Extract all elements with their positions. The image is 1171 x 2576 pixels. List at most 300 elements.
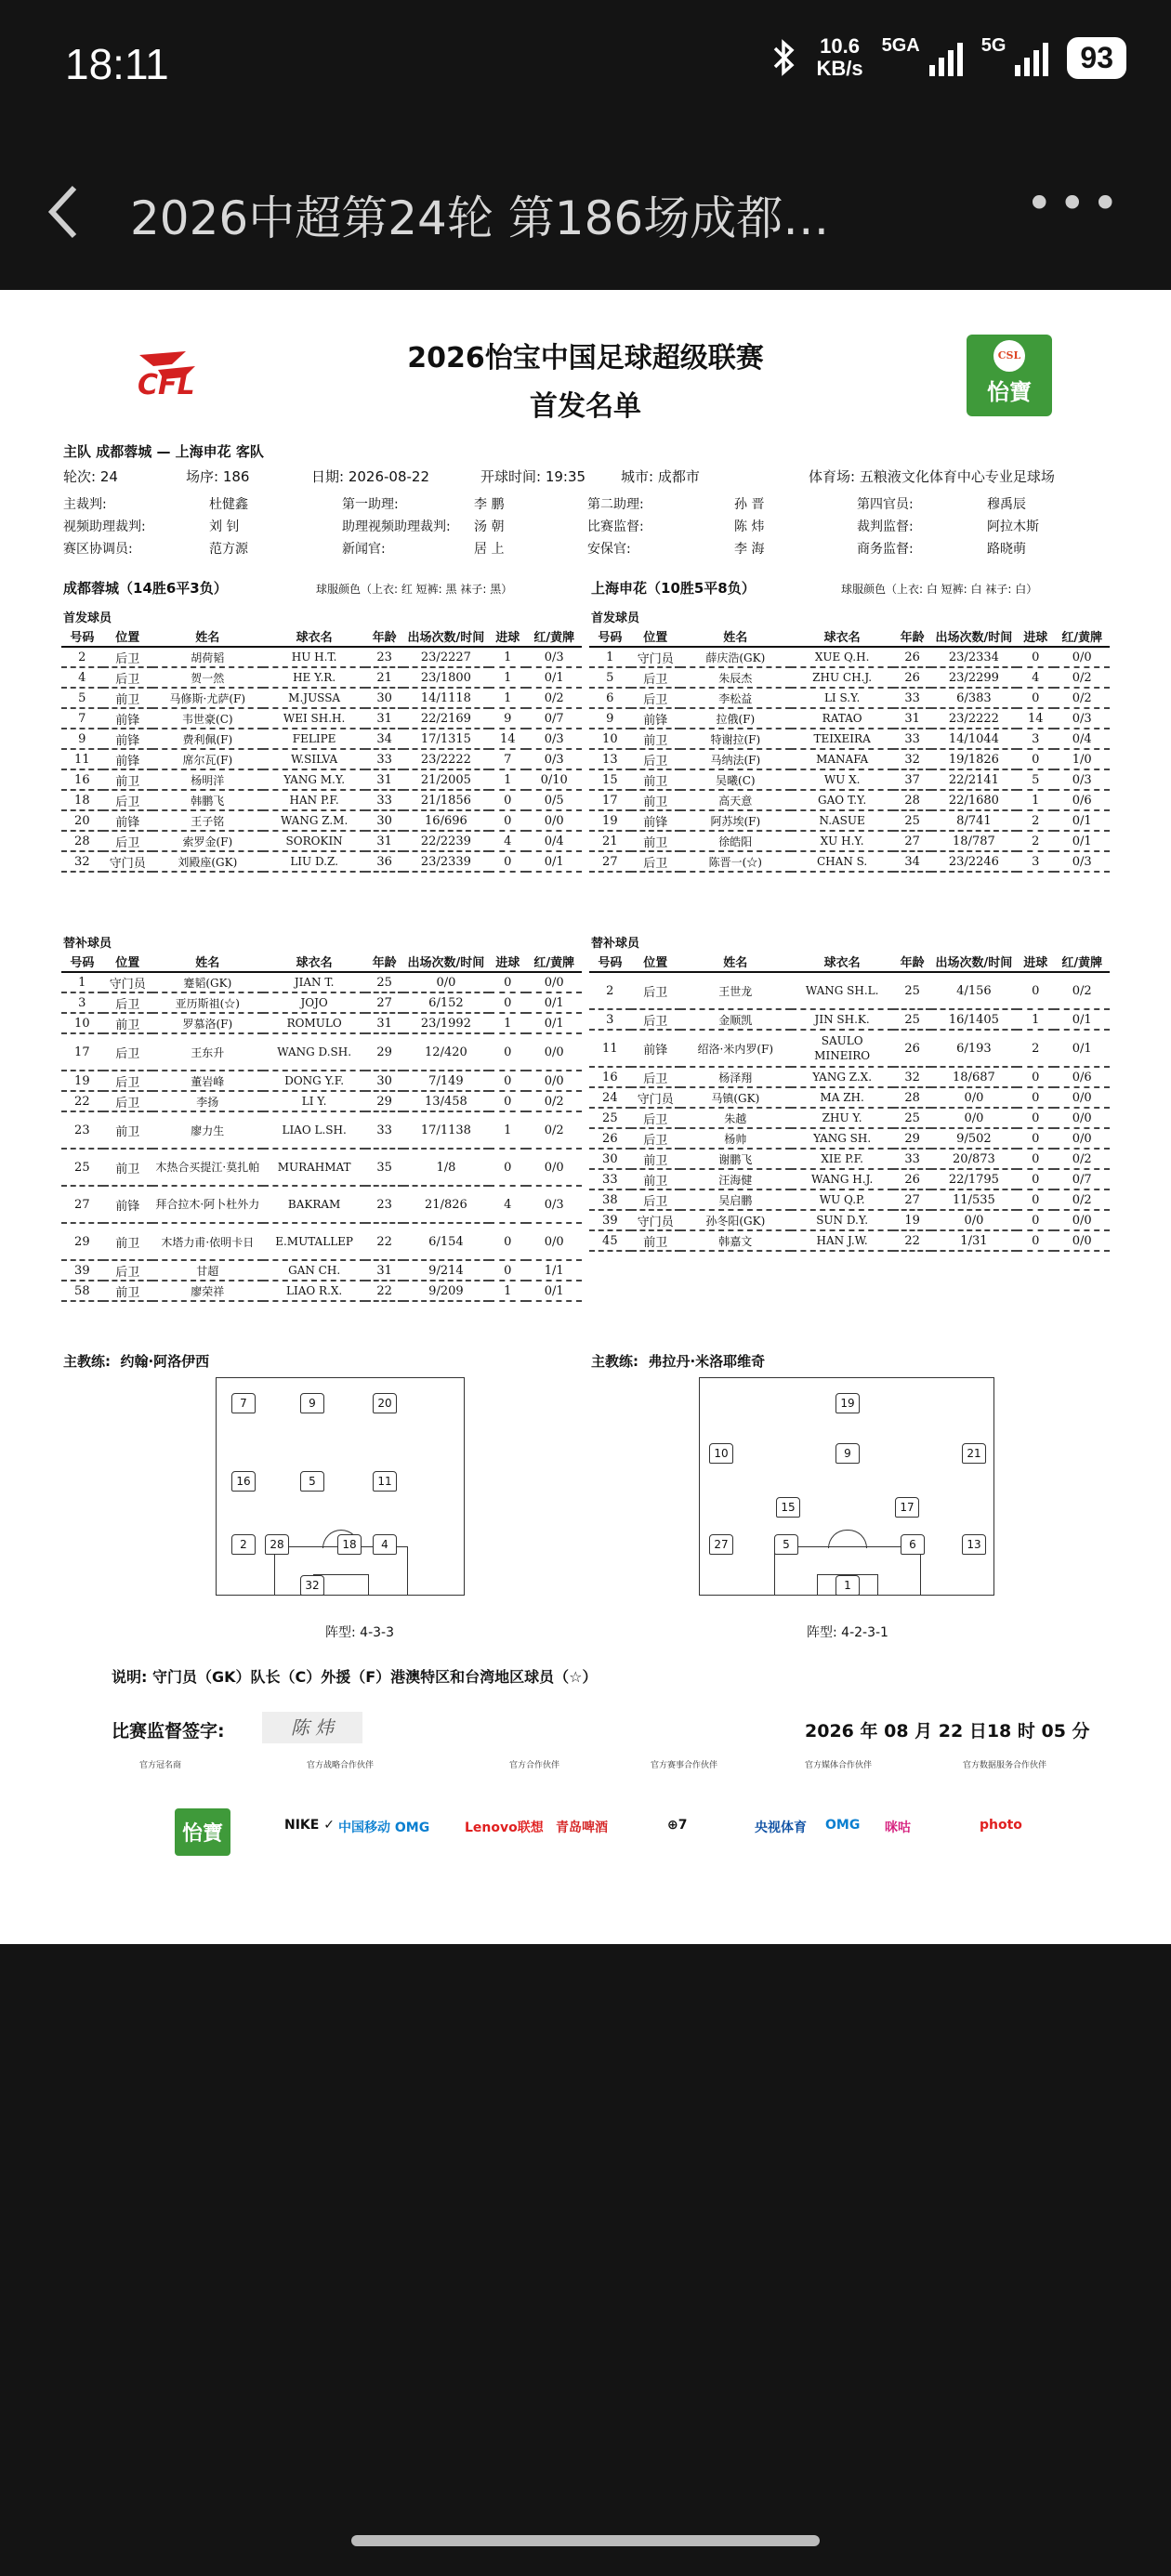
table-cell: 26: [893, 1030, 930, 1067]
column-header: 红/黄牌: [1054, 626, 1110, 647]
column-header: 进球: [489, 952, 526, 972]
official-role: 新闻官:: [342, 542, 386, 557]
table-cell: 39: [61, 1260, 103, 1281]
table-cell: 朱越: [680, 1108, 791, 1128]
player-jersey-icon: 1: [835, 1575, 860, 1596]
table-row: [61, 1260, 582, 1281]
player-jersey-icon: 13: [962, 1534, 986, 1555]
table-cell: 3: [61, 992, 103, 1013]
home-kit: 球服颜色（上衣: 红 短裤: 黑 袜子: 黑）: [316, 583, 513, 596]
table-cell: 23/2246: [931, 851, 1017, 872]
table-cell: 25: [61, 1149, 103, 1186]
signal-icon-2: [1015, 39, 1048, 76]
player-jersey-icon: 5: [300, 1471, 324, 1492]
table-cell: 17: [589, 790, 631, 810]
table-cell: 18/687: [931, 1067, 1017, 1087]
table-row: [61, 1071, 582, 1091]
table-cell: MA ZH.: [791, 1087, 894, 1108]
table-cell: 9/214: [403, 1260, 489, 1281]
table-cell: LIU D.Z.: [263, 851, 366, 872]
table-cell: YANG Z.X.: [791, 1067, 894, 1087]
table-cell: 21: [365, 667, 402, 688]
table-cell: 23/2227: [403, 647, 489, 667]
table-cell: 28: [893, 790, 930, 810]
official-role: 裁判监督:: [857, 519, 914, 534]
table-cell: 38: [589, 1189, 631, 1210]
table-cell: 守门员: [631, 1210, 680, 1230]
table-cell: 1: [489, 688, 526, 708]
table-cell: 0: [489, 992, 526, 1013]
table-cell: 37: [893, 769, 930, 790]
table-cell: 后卫: [103, 1260, 152, 1281]
status-time: 18:11: [65, 40, 169, 88]
table-cell: 杨泽翔: [680, 1067, 791, 1087]
table-cell: 0/2: [1054, 1189, 1110, 1210]
table-cell: 0/7: [1054, 1169, 1110, 1189]
table-cell: LIAO R.X.: [263, 1281, 366, 1301]
table-cell: 朱辰杰: [680, 667, 791, 688]
table-cell: 22: [365, 1223, 402, 1260]
table-cell: 李扬: [152, 1091, 263, 1111]
table-cell: 高天意: [680, 790, 791, 810]
table-cell: 0: [489, 790, 526, 810]
table-cell: 后卫: [631, 851, 680, 872]
table-row: [61, 1013, 582, 1033]
player-jersey-icon: 11: [373, 1471, 397, 1492]
table-cell: 18: [61, 790, 103, 810]
table-cell: 21/2005: [403, 769, 489, 790]
column-header: 位置: [631, 952, 680, 972]
table-cell: 0/0: [1054, 1210, 1110, 1230]
table-cell: 33: [365, 749, 402, 769]
table-row: [61, 1149, 582, 1186]
table-cell: 4: [61, 667, 103, 688]
player-jersey-icon: 9: [835, 1443, 860, 1464]
partner-logo: 咪咕: [885, 1820, 911, 1835]
sim2-label: 5G: [980, 35, 1007, 56]
table-cell: 马修斯·尤萨(F): [152, 688, 263, 708]
table-cell: MANAFA: [791, 749, 894, 769]
table-cell: 廖荣祥: [152, 1281, 263, 1301]
table-cell: 前锋: [631, 810, 680, 831]
table-cell: DONG Y.F.: [263, 1071, 366, 1091]
table-cell: 后卫: [631, 1189, 680, 1210]
table-cell: XU H.Y.: [791, 831, 894, 851]
table-cell: 胡荷韬: [152, 647, 263, 667]
table-cell: 16: [61, 769, 103, 790]
table-cell: 韩鹏飞: [152, 790, 263, 810]
table-cell: 前卫: [631, 1230, 680, 1251]
table-cell: 0/3: [526, 647, 582, 667]
table-cell: 3: [589, 1009, 631, 1030]
table-cell: 33: [893, 688, 930, 708]
table-cell: 5: [1017, 769, 1054, 790]
table-cell: FELIPE: [263, 729, 366, 749]
table-cell: 索罗金(F): [152, 831, 263, 851]
table-cell: 薛庆浩(GK): [680, 647, 791, 667]
table-cell: 后卫: [631, 972, 680, 1009]
official-name: 居 上: [474, 542, 505, 557]
bottom-area: [0, 1944, 1171, 2576]
table-cell: 0: [1017, 1128, 1054, 1149]
table-cell: WANG H.J.: [791, 1169, 894, 1189]
table-cell: ZHU Y.: [791, 1108, 894, 1128]
table-cell: 后卫: [103, 1091, 152, 1111]
player-jersey-icon: 5: [774, 1534, 798, 1555]
table-row: [589, 688, 1110, 708]
bluetooth-icon: [771, 37, 797, 78]
more-icon[interactable]: •••: [1025, 177, 1125, 230]
network-speed: [816, 35, 862, 80]
table-cell: 19: [893, 1210, 930, 1230]
table-cell: 22: [893, 1230, 930, 1251]
table-cell: 0/0: [526, 1223, 582, 1260]
table-cell: 拉俄(F): [680, 708, 791, 729]
table-cell: 22/1680: [931, 790, 1017, 810]
player-jersey-icon: 28: [265, 1534, 289, 1555]
partner-logo: NIKE ✓: [284, 1818, 335, 1833]
table-cell: WANG Z.M.: [263, 810, 366, 831]
table-cell: 后卫: [631, 1067, 680, 1087]
table-cell: 0: [1017, 1210, 1054, 1230]
table-cell: HE Y.R.: [263, 667, 366, 688]
table-cell: 0/0: [931, 1087, 1017, 1108]
table-cell: 21: [589, 831, 631, 851]
table-cell: 0/0: [526, 1071, 582, 1091]
table-cell: 0/0: [931, 1108, 1017, 1128]
column-header: 球衣名: [263, 626, 366, 647]
table-cell: 1: [489, 647, 526, 667]
table-cell: 0: [1017, 1149, 1054, 1169]
table-cell: 0/3: [526, 1186, 582, 1223]
table-row: [61, 769, 582, 790]
table-row: [61, 810, 582, 831]
table-cell: 0/0: [1054, 647, 1110, 667]
table-cell: 8/741: [931, 810, 1017, 831]
table-cell: 后卫: [631, 1108, 680, 1128]
table-cell: 0/2: [526, 1091, 582, 1111]
table-cell: 14/1118: [403, 688, 489, 708]
table-row: [589, 769, 1110, 790]
partner-logo: Lenovo联想: [465, 1820, 544, 1835]
table-cell: 0/1: [526, 667, 582, 688]
table-cell: 0: [489, 1033, 526, 1071]
home-starters-label: 首发球员: [63, 611, 112, 625]
table-cell: 12/420: [403, 1033, 489, 1071]
column-header: 球衣名: [791, 952, 894, 972]
table-row: [589, 708, 1110, 729]
partner-category-label: 官方媒体合作伙伴: [805, 1761, 873, 1770]
partner-logo: photo: [980, 1818, 1022, 1833]
table-cell: 0/0: [1054, 1087, 1110, 1108]
table-row: [61, 708, 582, 729]
partner-category-label: 官方战略合作伙伴: [307, 1761, 375, 1770]
partner-category-label: 官方冠名商: [139, 1761, 182, 1770]
table-cell: 席尔瓦(F): [152, 749, 263, 769]
table-cell: XUE Q.H.: [791, 647, 894, 667]
network-speed-unit: KB/s: [816, 57, 863, 80]
table-row: [589, 667, 1110, 688]
table-cell: 13: [589, 749, 631, 769]
table-cell: WU X.: [791, 769, 894, 790]
table-cell: 33: [365, 1111, 402, 1149]
csl-logo-main: 怡寶: [987, 378, 1032, 405]
official-role: 第二助理:: [587, 497, 644, 512]
official-name: 路晓萌: [987, 542, 1026, 557]
table-cell: 0/1: [526, 992, 582, 1013]
table-cell: 0: [489, 1223, 526, 1260]
table-cell: 27: [893, 831, 930, 851]
table-cell: 0: [489, 810, 526, 831]
table-cell: 前卫: [631, 831, 680, 851]
table-cell: 9: [589, 708, 631, 729]
table-cell: 33: [589, 1169, 631, 1189]
partner-category-label: 官方赛事合作伙伴: [651, 1761, 718, 1770]
table-cell: 前卫: [631, 790, 680, 810]
column-header: 姓名: [680, 952, 791, 972]
table-cell: 0: [1017, 749, 1054, 769]
table-cell: 0/2: [1054, 667, 1110, 688]
table-cell: 45: [589, 1230, 631, 1251]
table-cell: 前卫: [103, 769, 152, 790]
table-cell: 25: [893, 1009, 930, 1030]
table-cell: 徐皓阳: [680, 831, 791, 851]
column-header: 出场次数/时间: [931, 626, 1017, 647]
table-row: [589, 749, 1110, 769]
table-cell: 0: [1017, 1108, 1054, 1128]
table-cell: 王世龙: [680, 972, 791, 1009]
table-cell: 李松益: [680, 688, 791, 708]
table-row: [589, 1030, 1110, 1067]
table-cell: 0/2: [526, 688, 582, 708]
table-cell: 16/1405: [931, 1009, 1017, 1030]
table-cell: 0: [489, 972, 526, 992]
table-cell: TEIXEIRA: [791, 729, 894, 749]
away-starters-label: 首发球员: [591, 611, 640, 625]
home-coach: [63, 1351, 209, 1371]
table-cell: 39: [589, 1210, 631, 1230]
column-header: 出场次数/时间: [931, 952, 1017, 972]
table-row: [589, 1067, 1110, 1087]
table-cell: 35: [365, 1149, 402, 1186]
sign-label: 比赛监督签字:: [112, 1721, 225, 1741]
table-cell: 33: [893, 729, 930, 749]
table-cell: 0: [1017, 1169, 1054, 1189]
table-cell: ZHU CH.J.: [791, 667, 894, 688]
table-cell: 29: [365, 1033, 402, 1071]
table-cell: 33: [893, 1149, 930, 1169]
table-cell: 前锋: [103, 749, 152, 769]
table-cell: 0/1: [526, 1281, 582, 1301]
doc-title: 2026怡宝中国足球超级联赛: [407, 342, 764, 375]
table-cell: 34: [893, 851, 930, 872]
away-formation-pitch: [699, 1377, 994, 1596]
table-cell: 谢鹏飞: [680, 1149, 791, 1169]
column-header: 号码: [61, 626, 103, 647]
home-starters-table: [61, 626, 582, 873]
table-cell: 2: [1017, 831, 1054, 851]
table-cell: 陈晋一(☆): [680, 851, 791, 872]
table-cell: 前锋: [103, 810, 152, 831]
table-cell: 1: [489, 1281, 526, 1301]
table-cell: 16/696: [403, 810, 489, 831]
table-cell: 25: [893, 972, 930, 1009]
official-name: 李 海: [734, 542, 765, 557]
home-formation: 阵型: 4-3-3: [325, 1625, 394, 1640]
home-indicator[interactable]: [351, 2535, 820, 2546]
table-row: [589, 851, 1110, 872]
table-cell: 23/1992: [403, 1013, 489, 1033]
player-jersey-icon: 2: [231, 1534, 256, 1555]
table-cell: 0/1: [1054, 1009, 1110, 1030]
legend-note: 说明: 守门员（GK）队长（C）外援（F）港澳特区和台湾地区球员（☆）: [112, 1668, 598, 1686]
table-cell: 6/383: [931, 688, 1017, 708]
table-cell: 7: [489, 749, 526, 769]
table-cell: 守门员: [631, 647, 680, 667]
table-cell: 后卫: [103, 790, 152, 810]
table-row: [61, 1111, 582, 1149]
table-cell: 18/787: [931, 831, 1017, 851]
table-cell: 30: [365, 688, 402, 708]
player-jersey-icon: 20: [373, 1393, 397, 1413]
table-cell: 6/152: [403, 992, 489, 1013]
back-icon[interactable]: [45, 184, 82, 249]
table-cell: 0/0: [1054, 1128, 1110, 1149]
table-cell: 1/0: [1054, 749, 1110, 769]
column-header: 号码: [589, 952, 631, 972]
table-cell: 1: [489, 1013, 526, 1033]
home-team-name: 成都蓉城（14胜6平3负）: [63, 580, 228, 597]
table-cell: 9: [61, 729, 103, 749]
table-cell: 亚历斯祖(☆): [152, 992, 263, 1013]
table-cell: 26: [893, 647, 930, 667]
match-date: 日期: 2026-08-22: [311, 468, 429, 485]
table-cell: 前卫: [103, 1111, 152, 1149]
home-coach-label: 主教练:: [63, 1353, 111, 1370]
player-jersey-icon: 6: [901, 1534, 925, 1555]
table-cell: 27: [589, 851, 631, 872]
table-cell: 前锋: [631, 708, 680, 729]
column-header: 红/黄牌: [526, 626, 582, 647]
player-jersey-icon: 9: [300, 1393, 324, 1413]
table-cell: 0: [489, 1091, 526, 1111]
table-row: [61, 1091, 582, 1111]
table-row: [61, 851, 582, 872]
table-row: [589, 972, 1110, 1009]
round: 轮次: 24: [63, 468, 118, 485]
table-row: [61, 647, 582, 667]
table-cell: 0/1: [1054, 831, 1110, 851]
table-cell: 25: [893, 1108, 930, 1128]
table-cell: 31: [365, 708, 402, 729]
table-cell: 11/535: [931, 1189, 1017, 1210]
table-header-row: [589, 626, 1110, 647]
table-cell: 0/3: [526, 729, 582, 749]
table-cell: 23: [365, 1186, 402, 1223]
table-cell: 23/2334: [931, 647, 1017, 667]
table-cell: 3: [1017, 729, 1054, 749]
table-cell: 17/1138: [403, 1111, 489, 1149]
table-cell: 23/2339: [403, 851, 489, 872]
table-cell: 前锋: [103, 1186, 152, 1223]
table-cell: 甘超: [152, 1260, 263, 1281]
table-cell: 前锋: [631, 1030, 680, 1067]
table-cell: 1: [489, 1111, 526, 1149]
table-cell: 10: [589, 729, 631, 749]
table-cell: 0: [1017, 1067, 1054, 1087]
table-row: [589, 1108, 1110, 1128]
table-cell: 1/31: [931, 1230, 1017, 1251]
table-cell: 3: [1017, 851, 1054, 872]
table-cell: 5: [589, 667, 631, 688]
table-cell: GAO T.Y.: [791, 790, 894, 810]
table-cell: 28: [61, 831, 103, 851]
table-cell: 4: [1017, 667, 1054, 688]
table-cell: 26: [589, 1128, 631, 1149]
official-role: 助理视频助理裁判:: [342, 519, 451, 534]
table-cell: 58: [61, 1281, 103, 1301]
status-bar: [0, 0, 1171, 130]
table-cell: 0: [1017, 1230, 1054, 1251]
table-cell: 23: [61, 1111, 103, 1149]
official-role: 商务监督:: [857, 542, 914, 557]
table-cell: 30: [589, 1149, 631, 1169]
column-header: 球衣名: [791, 626, 894, 647]
sign-datetime: 2026 年 08 月 22 日18 时 05 分: [805, 1721, 1090, 1741]
table-cell: SUN D.Y.: [791, 1210, 894, 1230]
table-cell: CHAN S.: [791, 851, 894, 872]
table-header-row: [61, 626, 582, 647]
table-row: [61, 1033, 582, 1071]
player-jersey-icon: 18: [337, 1534, 362, 1555]
table-row: [61, 688, 582, 708]
table-cell: 0/6: [1054, 1067, 1110, 1087]
table-cell: 5: [61, 688, 103, 708]
table-cell: WU Q.P.: [791, 1189, 894, 1210]
table-cell: 16: [589, 1067, 631, 1087]
table-cell: 0/0: [526, 1033, 582, 1071]
table-cell: 杨帅: [680, 1128, 791, 1149]
table-cell: HAN J.W.: [791, 1230, 894, 1251]
official-name: 穆禹辰: [987, 497, 1026, 512]
official-name: 杜健鑫: [209, 497, 248, 512]
player-jersey-icon: 17: [895, 1497, 919, 1518]
table-cell: HU H.T.: [263, 647, 366, 667]
table-cell: 23/2222: [931, 708, 1017, 729]
home-subs-table: [61, 952, 582, 1302]
table-cell: 刘殿座(GK): [152, 851, 263, 872]
table-cell: 31: [365, 769, 402, 790]
column-header: 进球: [1017, 952, 1054, 972]
official-role: 第一助理:: [342, 497, 399, 512]
table-cell: 0/0: [526, 1149, 582, 1186]
table-cell: 0: [1017, 1189, 1054, 1210]
table-cell: 9: [489, 708, 526, 729]
table-cell: 14: [1017, 708, 1054, 729]
table-cell: 7: [61, 708, 103, 729]
penalty-arc: [828, 1530, 867, 1548]
table-cell: 0/3: [1054, 708, 1110, 729]
table-row: [61, 1281, 582, 1301]
table-cell: 0: [489, 1071, 526, 1091]
away-formation: 阵型: 4-2-3-1: [807, 1625, 888, 1640]
table-cell: 32: [893, 1067, 930, 1087]
table-cell: 王东升: [152, 1033, 263, 1071]
column-header: 球衣名: [263, 952, 366, 972]
table-cell: 20/873: [931, 1149, 1017, 1169]
table-cell: 0/1: [526, 851, 582, 872]
column-header: 年龄: [365, 626, 402, 647]
